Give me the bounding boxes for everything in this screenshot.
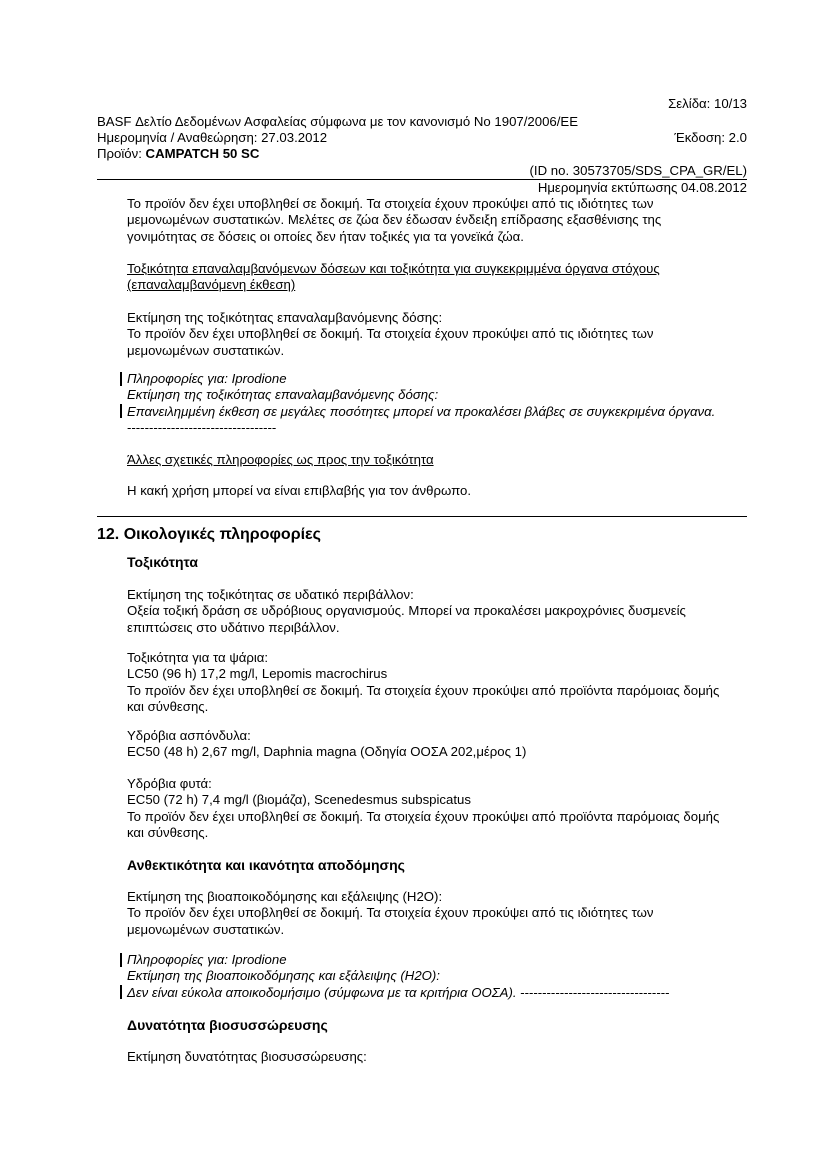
revision-bar: [120, 953, 122, 967]
product-line: [97, 146, 259, 162]
text-line: Το προϊόν δεν έχει υποβληθεί σε δοκιμή. Τα στοιχεία έχουν προκύψει από προϊόντα παρόμοιας δομής: [127, 808, 720, 824]
misuse-paragraph: [127, 483, 752, 499]
revision-bar: [120, 372, 122, 386]
text-line: EC50 (72 h) 7,4 mg/l (βιομάζα), Scenedesmus subspicatus: [127, 792, 471, 808]
bioaccumulation-paragraph: [127, 1049, 752, 1065]
text-line: Υδρόβια ασπόνδυλα:: [127, 728, 251, 743]
invertebrates-paragraph: [127, 728, 752, 761]
fertility-paragraph: [127, 196, 752, 245]
text-line: Τοξικότητα για τα ψάρια:: [127, 650, 269, 665]
text-line: [127, 985, 752, 1001]
heading-line: Άλλες σχετικές πληροφορίες ως προς την τοξικότητα: [127, 452, 434, 467]
text-line: Εκτίμηση της βιοαποικοδόμησης και εξάλειψης (H2O):: [127, 889, 443, 904]
document-title: BASF Δελτίο Δεδομένων Ασφαλείας σύμφωνα με τον κανονισμό No 1907/2006/ΕΕ: [97, 114, 579, 129]
text-line: Οξεία τοξική δράση σε υδρόβιους οργανισμούς. Μπορεί να προκαλέσει μακροχρόνιες δυσμενείς: [127, 603, 686, 619]
text-line: Επανειλημμένη έκθεση σε μεγάλες ποσότητες μπορεί να προκαλέσει βλάβες σε συγκεκριμένα όργανα.: [127, 403, 716, 419]
iprodione-biodegradation-block: [127, 952, 752, 1001]
plants-paragraph: [127, 776, 752, 842]
revision-bar: [120, 985, 122, 999]
toxicity-subheading: Τοξικότητα: [127, 554, 198, 570]
revision-bar: [120, 404, 122, 418]
text-line: Πληροφορίες για: Iprodione: [127, 371, 287, 386]
heading-line: (επαναλαμβανόμενη έκθεση): [127, 277, 296, 293]
text-line: Το προϊόν δεν έχει υποβληθεί σε δοκιμή. Τα στοιχεία έχουν προκύψει από προϊόντα παρόμοιας δομής: [127, 682, 720, 698]
text-line: Εκτίμηση της βιοαποικοδόμησης και εξάλειψης (H2O):: [127, 968, 440, 984]
text-line: Το προϊόν δεν έχει υποβληθεί σε δοκιμή. Τα στοιχεία έχουν προκύψει από τις ιδιότητες των: [127, 326, 654, 342]
text-line: και σύνθεσης.: [127, 825, 209, 841]
bioaccumulation-subheading: Δυνατότητα βιοσυσσώρευσης: [127, 1017, 328, 1033]
biodegradation-paragraph: [127, 889, 752, 938]
print-date: Ημερομηνία εκτύπωσης 04.08.2012: [537, 180, 747, 195]
document-id: (ID no. 30573705/SDS_CPA_GR/EL): [529, 163, 747, 178]
fish-paragraph: [127, 650, 752, 716]
text-line: Το προϊόν δεν έχει υποβληθεί σε δοκιμή. Τα στοιχεία έχουν προκύψει από τις ιδιότητες των: [127, 905, 654, 921]
degradation-subheading: Ανθεκτικότητα και ικανότητα αποδόμησης: [127, 857, 405, 873]
text-span: Δεν είναι εύκολα αποικοδομήσιμο (σύμφωνα με τα κριτήρια ΟΟΣΑ).: [127, 984, 517, 1000]
text-line: γονιμότητας σε δόσεις οι οποίες δεν ήταν τοξικές για τα γονεϊκά ζώα.: [127, 228, 524, 244]
heading-line: Τοξικότητα επαναλαμβανόμενων δόσεων και τοξικότητα για συγκεκριμμένα όργανα στόχους: [127, 261, 660, 276]
dash-separator: ----------------------------------: [127, 420, 277, 436]
text-line: μεμονωμένων συστατικών.: [127, 921, 285, 937]
text-line: Πληροφορίες για: Iprodione: [127, 952, 287, 967]
revision-date: Ημερομηνία / Αναθεώρηση: 27.03.2012: [97, 130, 328, 145]
repeated-dose-paragraph: [127, 310, 752, 359]
text-line: μεμονωμένων συστατικών. Μελέτες σε ζώα δεν έδωσαν ένδειξη επίδρασης εξασθένισης της: [127, 212, 662, 228]
version: Έκδοση: 2.0: [674, 130, 747, 145]
text-line: επιπτώσεις στο υδάτινο περιβάλλον.: [127, 619, 340, 635]
text-line: Εκτίμηση της τοξικότητας επαναλαμβανόμενης δόσης:: [127, 387, 439, 403]
text-line: Εκτίμηση της τοξικότητας σε υδατικό περιβάλλον:: [127, 587, 414, 602]
section-title: 12. Οικολογικές πληροφορίες: [97, 526, 321, 543]
text-line: Εκτίμηση δυνατότητας βιοσυσσώρευσης:: [127, 1049, 367, 1064]
text-line: μεμονωμένων συστατικών.: [127, 342, 285, 358]
dash-separator: ----------------------------------: [520, 984, 670, 1000]
page-number: Σελίδα: 10/13: [668, 96, 747, 111]
text-line: LC50 (96 h) 17,2 mg/l, Lepomis macrochirus: [127, 666, 388, 682]
aquatic-paragraph: [127, 587, 752, 636]
iprodione-repeated-block: [127, 371, 752, 437]
product-label: Προϊόν:: [97, 146, 146, 161]
repeated-dose-heading: [127, 261, 752, 294]
text-line: EC50 (48 h) 2,67 mg/l, Daphnia magna (Οδηγία ΟΟΣΑ 202,μέρος 1): [127, 744, 527, 760]
text-line: Η κακή χρήση μπορεί να είναι επιβλαβής για τον άνθρωπο.: [127, 483, 472, 498]
text-line: Εκτίμηση της τοξικότητας επαναλαμβανόμενης δόσης:: [127, 310, 443, 325]
product-name: CAMPATCH 50 SC: [145, 146, 260, 161]
text-line: Υδρόβια φυτά:: [127, 776, 212, 791]
text-line: Το προϊόν δεν έχει υποβληθεί σε δοκιμή. Τα στοιχεία έχουν προκύψει από τις ιδιότητες των: [127, 196, 654, 211]
text-line: και σύνθεσης.: [127, 699, 209, 715]
section-divider: [97, 516, 747, 517]
other-toxicity-heading: [127, 452, 752, 468]
